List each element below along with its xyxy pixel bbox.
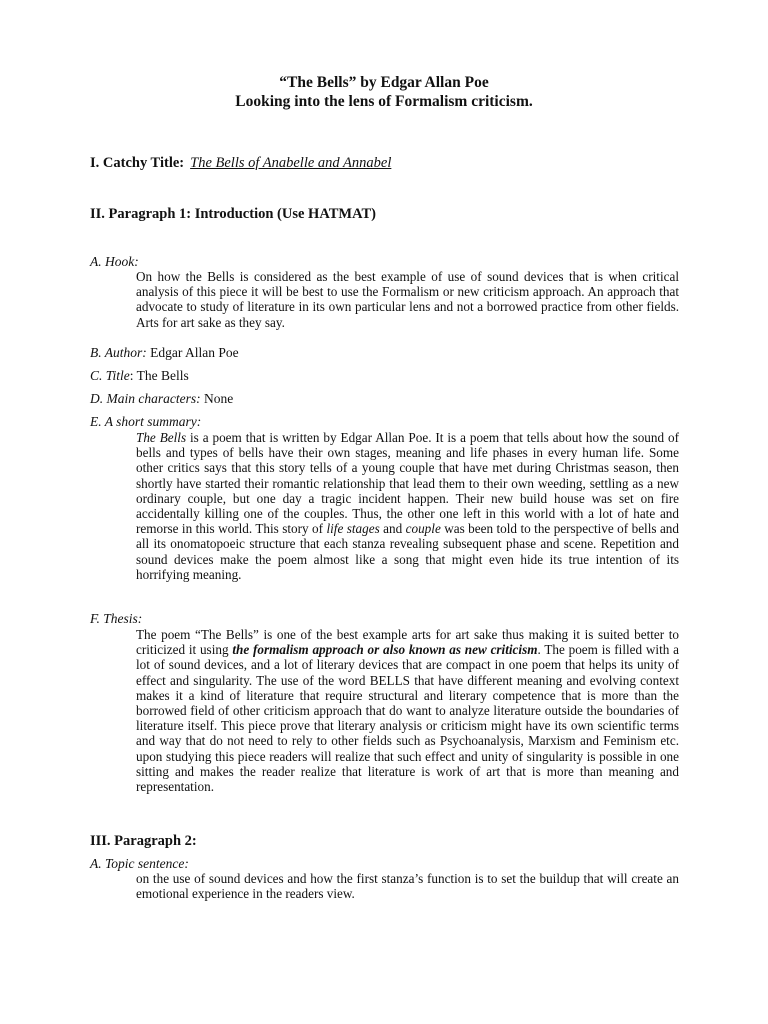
characters-label: D. Main characters: xyxy=(90,391,201,406)
summary-conjunction: and xyxy=(379,521,406,537)
title-item xyxy=(90,368,189,384)
characters-value: None xyxy=(203,391,234,406)
thesis-text xyxy=(136,627,679,794)
characters-item xyxy=(90,391,233,407)
summary-label: E. A short summary: xyxy=(90,414,202,429)
paragraph1-heading: II. Paragraph 1: Introduction (Use HATMAT) xyxy=(90,206,376,222)
document-header xyxy=(0,73,768,112)
summary-couple: couple xyxy=(405,521,441,537)
paragraph2-heading: III. Paragraph 2: xyxy=(90,833,197,849)
document-subtitle: Looking into the lens of Formalism criticism. xyxy=(235,93,533,110)
summary-part1: is a poem that is written by Edgar Allan Poe. It is a poem that tells about how the sound of bells and types of bells have their own stages, meaning and life phases in every human life. Some other critics says that this story tells of a young couple that have met during Christmas season, then shortly have started their romantic relationship that lead them to their own weeding, settling as a new ordinary couple, but one day a tragic incident happen. Their new build house was set on fire accidentally killing one of the couples. Thus, the other one left in this world with a lot of hate and remorse in this world. This story of xyxy=(136,430,679,537)
summary-part2: was been told to the perspective of bells and all its onomatopoeic structure that each stanza revealing subsequent phase and scene. Repetition and sound devices make the poem almost like a song that might even hide its true intention of its horrifying meaning. xyxy=(136,521,679,582)
author-label: B. Author: xyxy=(90,345,147,360)
thesis-part2: . The poem is filled with a lot of sound devices, and a lot of literary devices that are compact in one poem that helps its unity of effect and singularity. The use of the word BELLS that have different meaning and evolving context makes it a kind of literature that require structural and literary competence that is more than the borrowed field of other criticism approach that do want to analyze literature outside the boundaries of literature itself. This piece prove that literary analysis or criticism might have its own scientific terms and way that do not need to rely to other fields such as Psychoanalysis, Marxism and Feminism etc. upon studying this piece readers will realize that such effect and unity of singularity is possible in one sitting and makes the reader realize that literature is work of art that is more than meaning and representation. xyxy=(136,642,680,795)
topic-sentence-label: A. Topic sentence: xyxy=(90,856,189,871)
author-item xyxy=(90,345,239,361)
thesis-emphasis: the formalism approach or also known as new criticism xyxy=(232,642,538,658)
thesis-label: F. Thesis: xyxy=(90,611,143,626)
topic-sentence-text: on the use of sound devices and how the first stanza’s function is to set the buildup that will create an emotional experience in the readers view. xyxy=(136,871,679,902)
thesis-part1: The poem “The Bells” is one of the best example arts for art sake thus making it is suited better to criticized it using xyxy=(136,627,679,658)
catchy-title-value: The Bells of Anabelle and Annabel xyxy=(190,155,392,171)
author-value: Edgar Allan Poe xyxy=(150,345,239,360)
summary-poem-title: The Bells xyxy=(136,430,187,445)
title-value: : The Bells xyxy=(129,368,189,383)
summary-text xyxy=(136,430,679,582)
hook-label: A. Hook: xyxy=(90,254,139,269)
title-label: C. Title xyxy=(90,368,130,383)
hook-text: On how the Bells is considered as the best example of use of sound devices that is when critical analysis of this piece it will be best to use the Formalism or new criticism approach. An approach that advocate to study of literature in its own particular lens and not a borrowed practice from other fields. Arts for art sake as they say. xyxy=(136,269,679,330)
catchy-title-label: I. Catchy Title: xyxy=(90,155,185,171)
summary-life-stages: life stages xyxy=(326,521,380,537)
document-title: “The Bells” by Edgar Allan Poe xyxy=(279,74,489,91)
catchy-title-heading xyxy=(90,154,391,172)
